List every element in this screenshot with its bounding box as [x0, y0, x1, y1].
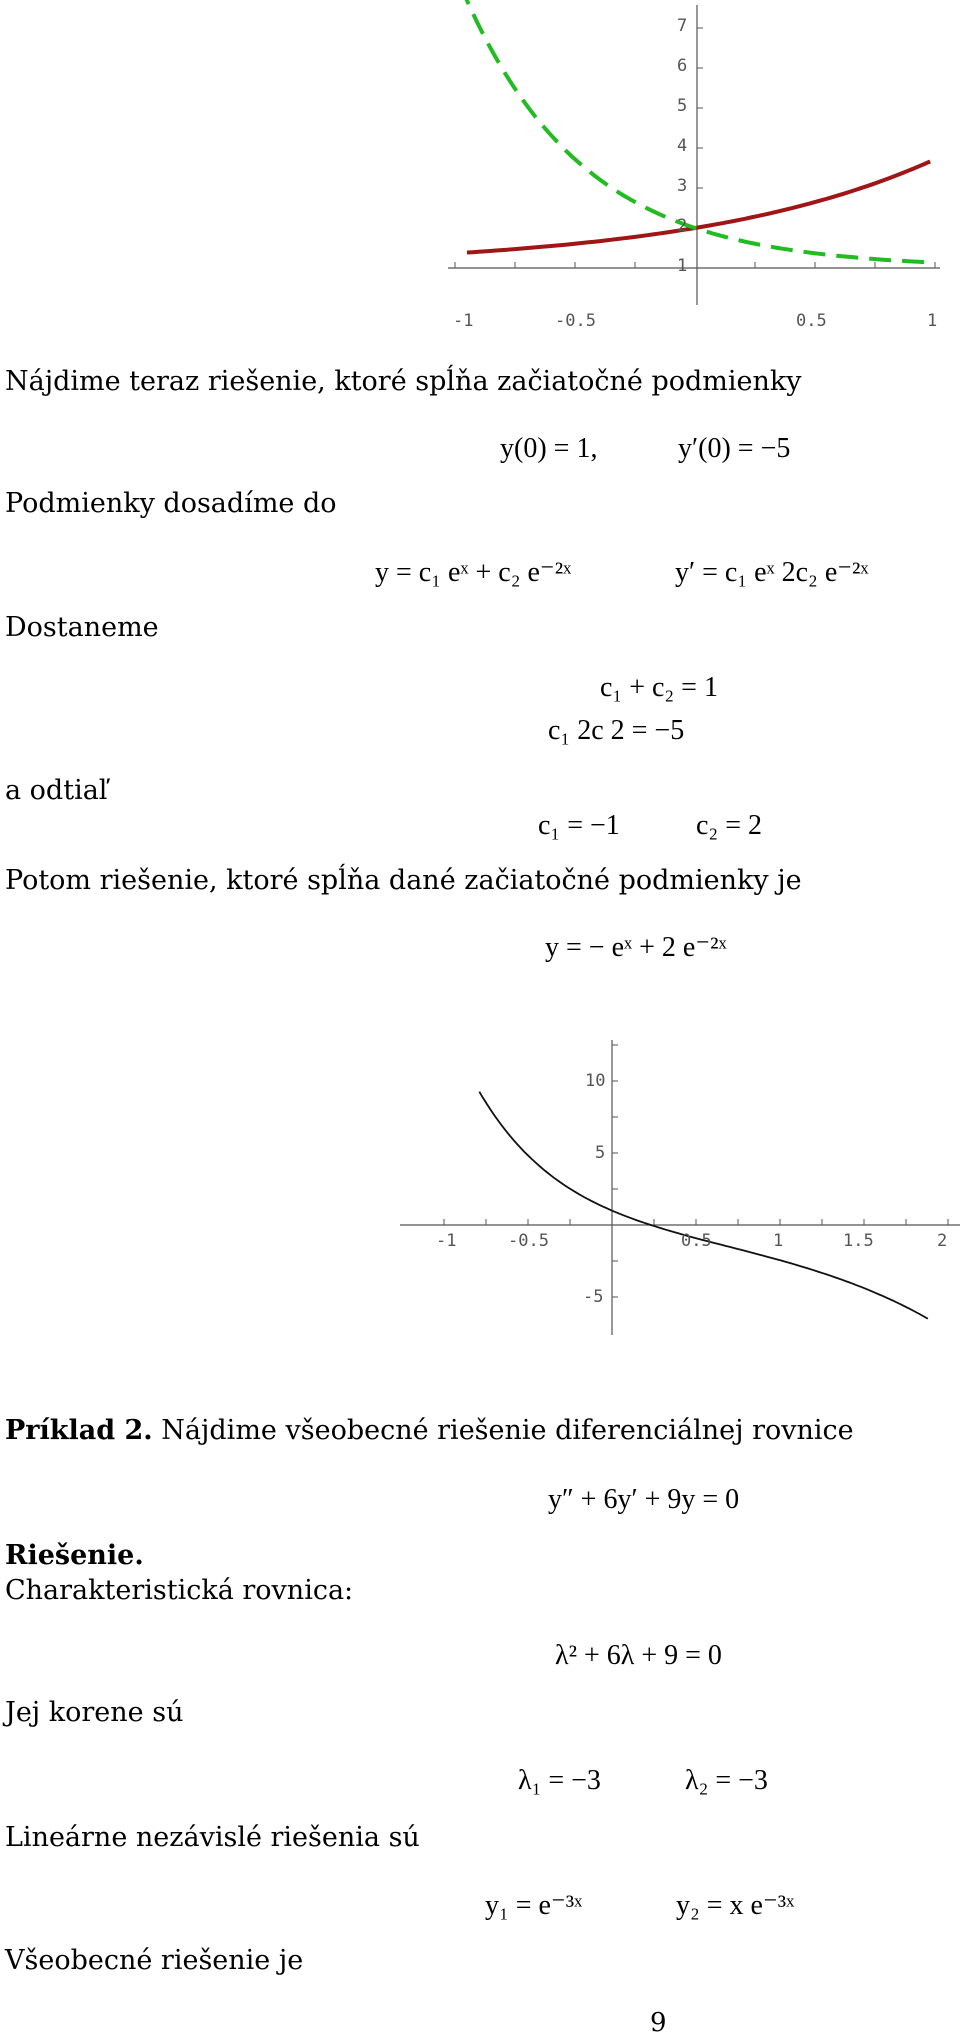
equation-general-solution: y = c₁ eˣ + c₂ e⁻²ˣ	[375, 557, 572, 588]
x-tick-label: 1.5	[843, 1231, 874, 1251]
paragraph-general-solution: Všeobecné riešenie je	[5, 1945, 304, 1976]
equation-system-1: c₁ + c₂ = 1	[600, 672, 718, 703]
paragraph-we-get: Dostaneme	[5, 612, 159, 643]
equation-derivative: y′ = c₁ eˣ 2c₂ e⁻²ˣ	[675, 557, 869, 588]
paragraph-particular-solution: Potom riešenie, ktoré spĺňa dané začiatočné podmienky je	[5, 865, 802, 896]
y-tick-label: 5	[677, 96, 688, 116]
y-tick-label: 7	[677, 16, 688, 36]
y-tick-label: -5	[583, 1287, 604, 1307]
y-tick-label: 6	[677, 56, 688, 76]
x-tick-label: 1	[927, 311, 938, 330]
equation-ode: y″ + 6y′ + 9y = 0	[548, 1484, 740, 1515]
equation-y2: y₂ = x e⁻³ˣ	[676, 1890, 795, 1921]
paragraph-example-2	[5, 1415, 854, 1446]
y-tick-label: 5	[595, 1143, 606, 1163]
x-tick-label: -0.5	[508, 1231, 549, 1251]
x-tick-label: -1	[453, 311, 474, 330]
chart-exponentials	[0, 0, 960, 330]
paragraph-hence: a odtiaľ	[5, 775, 108, 806]
series-red-solid	[467, 161, 930, 252]
equation-system-2: c₁ 2c 2 = −5	[548, 715, 685, 746]
equation-characteristic: λ² + 6λ + 9 = 0	[555, 1640, 722, 1671]
paragraph-initial-conditions: Nájdime teraz riešenie, ktoré spĺňa začiatočné podmienky	[5, 366, 802, 397]
series-solution-curve	[479, 1092, 928, 1319]
x-tick-label: 2	[937, 1231, 948, 1251]
y-tick-label: 1	[677, 256, 688, 276]
x-tick-label: 0.5	[796, 311, 827, 330]
paragraph-solution-heading: Riešenie.	[5, 1540, 144, 1571]
paragraph-characteristic: Charakteristická rovnica:	[5, 1575, 354, 1606]
paragraph-substitute: Podmienky dosadíme do	[5, 488, 337, 519]
equation-c1: c₁ = −1	[538, 810, 620, 841]
x-tick-label: 1	[773, 1231, 784, 1251]
paragraph-roots: Jej korene sú	[5, 1697, 184, 1728]
x-tick-label: -0.5	[555, 311, 596, 330]
y-tick-label: 3	[677, 176, 688, 196]
equation-condition-dy0: y′(0) = −5	[678, 433, 791, 464]
paragraph-independent-solutions: Lineárne nezávislé riešenia sú	[5, 1822, 420, 1853]
example-label: Príklad 2.	[5, 1415, 153, 1446]
x-tick-label: 0.5	[681, 1231, 712, 1251]
equation-condition-y0: y(0) = 1,	[500, 433, 598, 464]
example-text: Nájdime všeobecné riešenie diferenciálnej rovnice	[152, 1415, 854, 1446]
y-tick-label: 4	[677, 136, 688, 156]
equation-y1: y₁ = e⁻³ˣ	[485, 1890, 583, 1921]
equation-lambda2: λ₂ = −3	[685, 1765, 768, 1796]
series-green-dashed	[460, 0, 930, 262]
equation-lambda1: λ₁ = −3	[518, 1765, 601, 1796]
page-number: 9	[650, 2008, 667, 2038]
x-tick-label: -1	[436, 1231, 457, 1251]
equation-c2: c₂ = 2	[696, 810, 762, 841]
y-tick-label: 2	[677, 216, 688, 236]
chart-particular-solution	[0, 1010, 960, 1340]
equation-particular-solution: y = − eˣ + 2 e⁻²ˣ	[545, 932, 727, 963]
y-tick-label: 10	[585, 1071, 606, 1091]
